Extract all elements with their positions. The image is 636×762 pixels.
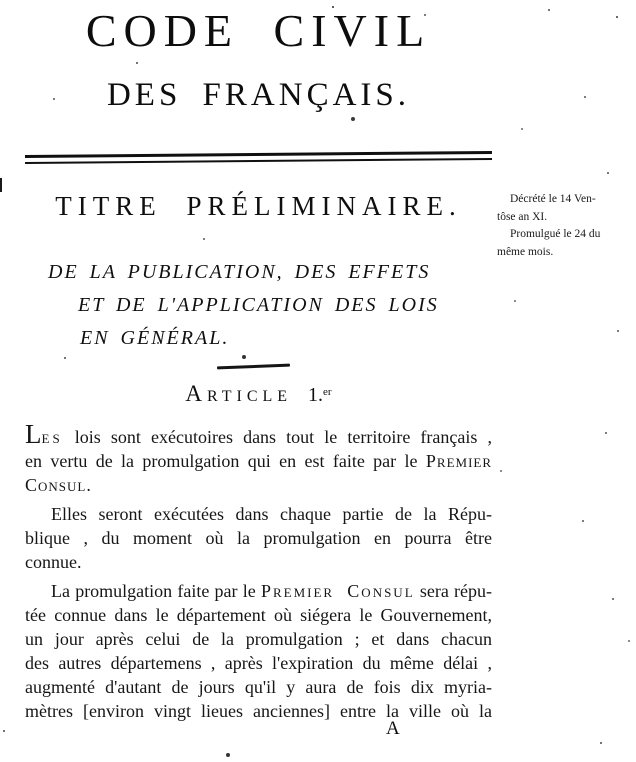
book-title: CODE CIVIL: [85, 5, 432, 56]
text-line: connue.: [25, 552, 82, 572]
margin-note-line: tôse an XI.: [497, 210, 548, 223]
chapter-heading-line: DE LA PUBLICATION, DES EFFETS: [48, 261, 431, 283]
text-line: Les lois sont exécutoires dans tout le territoire français ,: [25, 419, 492, 449]
section-title: TITRE PRÉLIMINAIRE.: [55, 191, 462, 221]
text-line: La promulgation faite par le Premier Consul sera répu-: [51, 581, 493, 601]
chapter-heading-line: ET DE L'APPLICATION DES LOIS: [78, 294, 439, 316]
book-subtitle: DES FRANÇAIS.: [106, 77, 411, 113]
article-heading: [25, 381, 492, 407]
double-rule-divider: [25, 151, 492, 164]
body-text: [25, 419, 493, 728]
text-line: blique , du moment où la promulgation en pourra être: [25, 528, 492, 548]
text-line: en vertu de la promulgation qui en est faite par le Premier: [25, 451, 493, 471]
text-line: tée connue dans le département où siégera le Gouvernement,: [25, 605, 492, 625]
paragraph-1: [25, 419, 493, 497]
text-line: un jour après celui de la promulgation ; et dans chacun: [25, 629, 492, 649]
text-line: Elles seront exécutées dans chaque partie de la Répu-: [51, 504, 492, 524]
scan-speckles: [0, 0, 2, 2]
chapter-heading: [48, 256, 508, 355]
article-number: 1.: [308, 384, 324, 406]
text-line: des autres départemens , après l'expiration du même délai ,: [25, 653, 492, 673]
printer-signature-mark: A: [386, 718, 400, 739]
scan-edge-artifact: [0, 178, 2, 192]
article-ordinal: er: [323, 386, 332, 398]
drop-initial: L: [25, 419, 42, 449]
paragraph-2: [25, 502, 492, 574]
text-line: augmenté d'autant de jours qu'il y aura de fois dix myria-: [25, 677, 492, 697]
paragraph-3: [25, 579, 492, 723]
margin-note: [497, 191, 635, 261]
chapter-heading-line: EN GÉNÉRAL.: [80, 327, 230, 349]
text-line: Consul.: [25, 475, 91, 495]
small-caps-premier: Premier: [425, 451, 493, 471]
margin-note-line: Décrété le 14 Ven-: [510, 193, 596, 205]
article-label: Article: [185, 381, 293, 406]
margin-note-line: Promulgué le 24 du: [510, 228, 601, 240]
small-caps-consul: Consul: [25, 475, 87, 495]
small-caps-premier-consul: Premier Consul: [260, 581, 415, 601]
text-line: mètres [environ vingt lieues anciennes] entre la ville où la: [25, 701, 492, 721]
article-rule-divider: [217, 364, 290, 370]
margin-note-line: même mois.: [497, 245, 554, 258]
